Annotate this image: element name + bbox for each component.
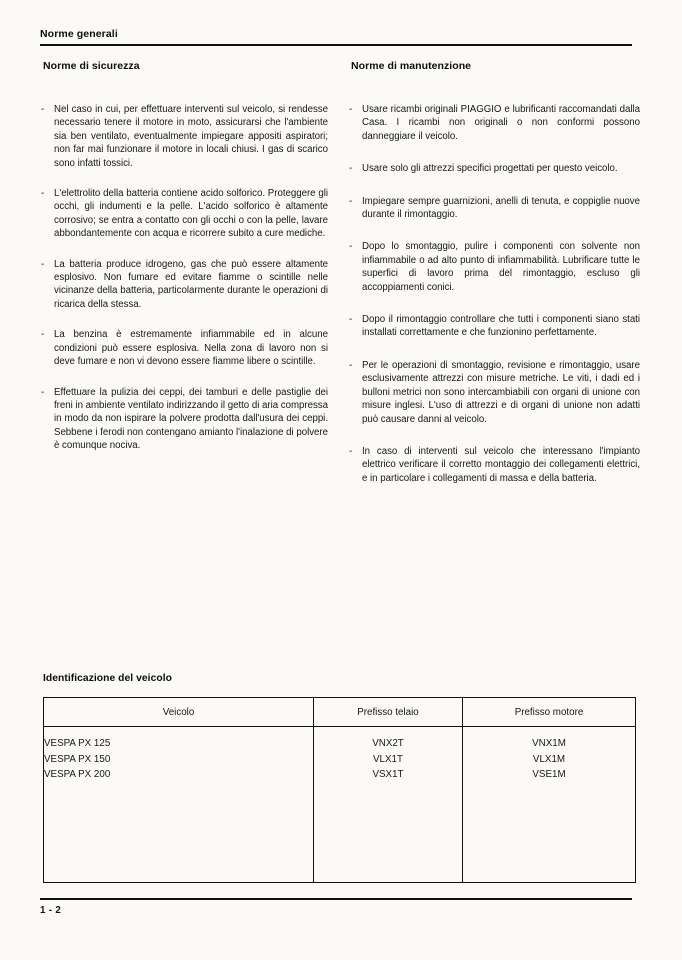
list-item <box>40 386 328 453</box>
maintenance-bullet-list <box>348 103 640 485</box>
telaio-value: VSX1T <box>372 769 404 780</box>
list-item <box>348 359 640 426</box>
telaio-line <box>314 752 462 768</box>
veicolo-line <box>44 767 313 783</box>
section-heading-maintenance: Norme di manutenzione <box>351 60 472 72</box>
bullet-dash-icon: - <box>41 104 45 115</box>
bullet-dash-icon: - <box>41 258 45 270</box>
bullet-dash-icon: - <box>349 104 353 115</box>
list-item <box>40 187 328 241</box>
list-item-text: Impiegare sempre guarnizioni, anelli di tenuta, e coppiglie nuove durante il rimontaggio. <box>362 195 640 221</box>
list-item-text: Nel caso in cui, per effettuare interventi sul veicolo, si rendesse necessario tenere il motore in moto, assicurarsi che l'ambiente sia ben ventilato, eventualmente impiegare appositi aspiratori; non far mai funzionare il motore in locali chiusi. I gas di scarico sono infatti tossici. <box>54 104 328 169</box>
list-item <box>348 103 640 143</box>
body-columns <box>40 60 640 504</box>
motore-line <box>463 736 635 752</box>
table-header-row <box>44 698 636 727</box>
veicolo-line <box>44 736 313 752</box>
identification-section <box>43 672 635 883</box>
table-body <box>44 727 636 883</box>
veicolo-value: VESPA PX 200 <box>44 769 111 780</box>
list-item-text: La benzina è estremamente infiammabile ed in alcune condizioni può essere esplosiva. Nella zona di lavoro non si deve fumare e non vi devono essere fiamme libere o scintille. <box>54 329 328 368</box>
page-title: Norme generali <box>40 28 118 40</box>
telaio-value: VNX2T <box>372 738 404 749</box>
bullet-dash-icon: - <box>41 188 45 200</box>
list-item <box>348 313 640 340</box>
list-item-text: Usare solo gli attrezzi specifici progettati per questo veicolo. <box>362 163 618 175</box>
bullet-dash-icon: - <box>349 314 353 326</box>
safety-bullet-list <box>40 103 328 453</box>
list-item-text: La batteria produce idrogeno, gas che può essere altamente esplosivo. Non fumare ed evitare fiamme o scintille nelle vicinanze della batteria, particolarmente durante le operazioni di ricarica della stessa. <box>54 258 328 310</box>
list-item <box>40 258 328 312</box>
motore-value: VLX1M <box>532 753 566 765</box>
column-header-veicolo: Veicolo <box>44 698 314 727</box>
list-item-text: Usare ricambi originali PIAGGIO e lubrificanti raccomandati dalla Casa. I ricambi non originali o non conformi possono danneggiare il veicolo. <box>362 104 640 142</box>
veicolo-value: VESPA PX 150 <box>44 753 111 765</box>
motore-line <box>463 767 635 783</box>
table-header <box>44 698 636 727</box>
list-item <box>348 445 640 485</box>
motore-value: VNX1M <box>532 738 566 749</box>
bullet-dash-icon: - <box>41 386 45 398</box>
list-item <box>348 162 640 175</box>
column-header-prefisso-telaio: Prefisso telaio <box>314 698 463 727</box>
veicolo-line <box>44 752 313 768</box>
list-item <box>40 103 328 170</box>
motore-value: VSE1M <box>532 769 566 780</box>
bullet-dash-icon: - <box>349 445 353 457</box>
table-row <box>44 727 636 883</box>
telaio-line <box>314 767 462 783</box>
list-item <box>348 195 640 222</box>
column-safety <box>40 60 340 504</box>
list-item-text: Effettuare la pulizia dei ceppi, dei tamburi e delle pastiglie dei freni in ambiente ventilato indirizzando il getto di aria compressa in modo da non ispirare la polvere prodotta dall'usura dei ceppi. Sebbene i ferodi non contengano amianto l'inalazione di polvere è comunque nociva. <box>54 386 328 452</box>
bullet-dash-icon: - <box>349 163 353 175</box>
cell-telaio-list <box>314 727 463 883</box>
list-item-text: Dopo il rimontaggio controllare che tutti i componenti siano stati installati correttamente e che funzionino perfettamente. <box>362 314 640 339</box>
telaio-line <box>314 736 462 752</box>
veicolo-value: VESPA PX 125 <box>44 738 111 749</box>
motore-line <box>463 752 635 768</box>
list-item-text: In caso di interventi sul veicolo che interessano l'impianto elettrico verificare il corretto montaggio dei collegamenti elettrici, e in particolare i collegamenti di massa e della batteria. <box>362 445 640 484</box>
list-item <box>40 328 328 368</box>
telaio-value: VLX1T <box>373 753 403 765</box>
footer-divider <box>40 898 632 900</box>
footer-page-number: 1 - 2 <box>40 905 62 916</box>
cell-motore-list <box>463 727 636 883</box>
identification-title: Identificazione del veicolo <box>43 673 172 684</box>
cell-veicolo-list <box>44 727 314 883</box>
bullet-dash-icon: - <box>349 359 353 371</box>
header-divider <box>40 44 632 46</box>
running-header <box>40 28 632 46</box>
vehicle-identification-table <box>43 697 636 883</box>
column-header-prefisso-motore: Prefisso motore <box>463 698 636 727</box>
bullet-dash-icon: - <box>41 329 45 341</box>
list-item-text: Dopo lo smontaggio, pulire i componenti con solvente non infiammabile o ad alto punto di infiammabilità. Lubrificare tutte le superfici di lavoro prima del rimontaggio, escluso gli accoppiamenti conici. <box>362 241 640 293</box>
bullet-dash-icon: - <box>349 241 353 253</box>
bullet-dash-icon: - <box>349 195 353 207</box>
list-item-text: L'elettrolito della batteria contiene acido solforico. Proteggere gli occhi, gli indumenti e la pelle. L'acido solforico è altamente corrosivo; se entra a contatto con gli occhi o con la pelle, lavare abbondantemente con acqua e ricorrere subito a cure mediche. <box>54 188 328 240</box>
section-heading-safety: Norme di sicurezza <box>43 60 140 72</box>
list-item-text: Per le operazioni di smontaggio, revisione e rimontaggio, usare esclusivamente attrezzi con misure metriche. Le viti, i dadi ed i bulloni metrici non sono intercambiabili con organi di unione con misure inglesi. L'uso di attrezzi e di organi di unione non adatti può causare danni al veicolo. <box>362 359 640 425</box>
column-maintenance <box>340 60 640 504</box>
page-footer <box>40 898 632 916</box>
list-item <box>348 240 640 294</box>
